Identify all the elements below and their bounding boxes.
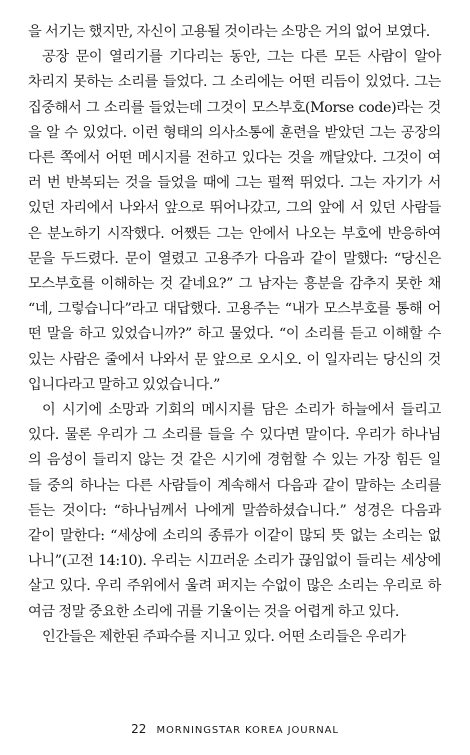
paragraph [28, 20, 441, 45]
text-line: 살고 있다. 우리 주위에서 울려 퍼지는 수없이 많은 소리는 우리로 하 [28, 578, 441, 595]
paragraph [28, 45, 441, 398]
text-line: 있는 사람은 줄에서 나와서 문 앞으로 오시오. 이 일자리는 당신의 것 [28, 351, 441, 368]
page-footer [0, 722, 470, 736]
text-line: 다른 쪽에서 어떤 메시지를 전하고 있다는 것을 깨달았다. 그것이 여 [28, 150, 441, 167]
text-line: 같이 말한다: “세상에 소리의 종류가 이같이 많되 뜻 없는 소리는 없 [28, 528, 441, 545]
text-line: 집중해서 그 소리를 들었는데 그것이 모스부호(Morse code)라는 것 [28, 99, 441, 116]
text-line: 공장 문이 열리기를 기다리는 동안, 그는 다른 모든 사람이 알아 [42, 49, 441, 66]
text-line: “네, 그렇습니다”라고 대답했다. 고용주는 “내가 모스부호를 통해 어 [28, 301, 441, 318]
text-line: 나니”(고전 14:10). 우리는 시끄러운 소리가 끊임없이 들리는 세상에 [28, 553, 441, 570]
text-line: 의 음성이 들리지 않는 것 같은 시기에 경험할 수 있는 가장 힘든 일 [28, 452, 441, 469]
text-line: 을 서기는 했지만, 자신이 고용될 것이라는 소망은 거의 없어 보였다. [28, 24, 430, 40]
paragraph [28, 625, 441, 650]
text-line: 듣는 것이다: “하나님께서 나에게 말씀하셨습니다.” 성경은 다음과 [28, 502, 441, 519]
text-line: 들 중의 하나는 다른 사람들이 계속해서 다음과 같이 말하는 소리를 [28, 477, 441, 494]
text-line: 인간들은 제한된 주파수를 지니고 있다. 어떤 소리들은 우리가 [42, 628, 406, 645]
page-number: 22 [131, 722, 147, 736]
text-line: 은 분노하기 시작했다. 어쨌든 그는 안에서 나오는 부호에 반응하여 [28, 225, 441, 242]
text-line: 이 시기에 소망과 기회의 메시지를 담은 소리가 하늘에서 들리고 [42, 402, 441, 419]
text-line: 러 번 반복되는 것을 들었을 때에 그는 펄쩍 뛰었다. 그는 자기가 서 [28, 175, 441, 192]
article-body [28, 20, 441, 650]
text-line: 차리지 못하는 소리를 들었다. 그 소리에는 어떤 리듬이 있었다. 그는 [28, 74, 441, 91]
text-line: 있다. 물론 우리가 그 소리를 들을 수 있다면 말이다. 우리가 하나님 [28, 427, 441, 444]
text-line: 입니다라고 말하고 있었습니다.” [28, 376, 221, 393]
text-line: 모스부호를 이해하는 것 같네요?” 그 남자는 흥분을 감추지 못한 채 [28, 276, 441, 293]
text-line: 을 알 수 있었다. 이런 형태의 의사소통에 훈련을 받았던 그는 공장의 [28, 124, 441, 141]
publication-name: MORNINGSTAR KOREA JOURNAL [156, 725, 339, 736]
paragraph [28, 398, 441, 625]
text-line: 있던 자리에서 나와서 앞으로 뛰어나갔고, 그의 앞에 서 있던 사람들 [28, 200, 441, 217]
text-line: 여금 정말 중요한 소리에 귀를 기울이는 것을 어렵게 하고 있다. [28, 603, 399, 620]
text-line: 문을 두드렸다. 문이 열렸고 고용주가 다음과 같이 말했다: “당신은 [28, 250, 441, 267]
text-line: 떤 말을 하고 있었습니까?” 하고 물었다. “이 소리를 듣고 이해할 수 [28, 326, 441, 343]
